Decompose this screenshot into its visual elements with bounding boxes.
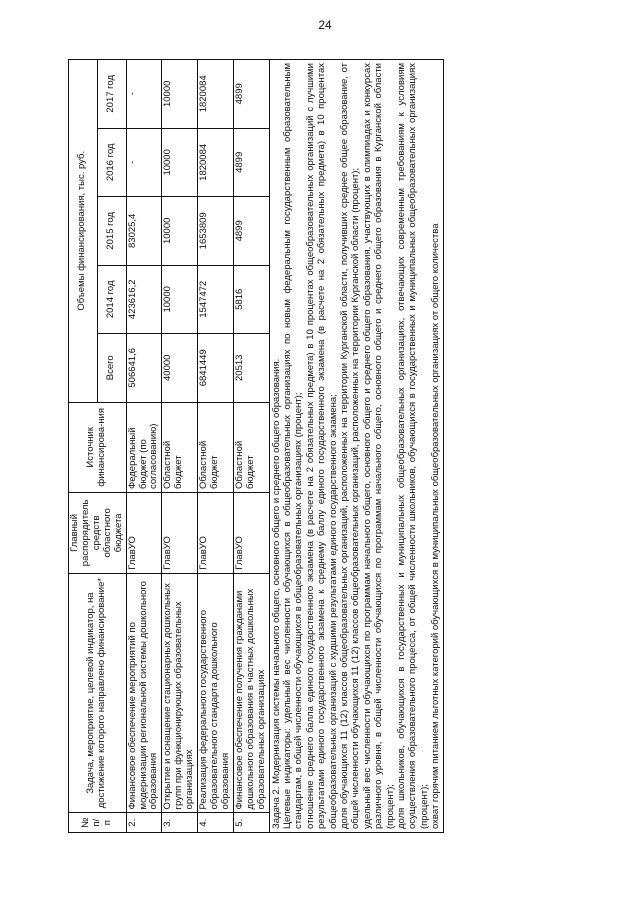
row-2015: 4899	[233, 197, 269, 265]
row-source: Областной бюджет	[233, 402, 269, 493]
row-2014: 423616,2	[126, 265, 162, 333]
indicator-paragraph: доля обучающихся 11 (12) классов общеобразовательных организаций, расположенных на территории Курганской области, получивших среднее общее образование, от общей численности обучающихся 11 (12) классов общеобразовательных организаций, расположенных на территории Курганской области (процент);	[339, 63, 362, 829]
row-2016: 4899	[233, 128, 269, 196]
rotated-page-content	[68, 59, 587, 833]
table-row	[126, 60, 162, 833]
row-2017: 1820084	[198, 60, 234, 129]
row-task: Финансовое обеспечение мероприятий по модернизации региональной системы дошкольного образования	[126, 573, 162, 813]
row-source: Федеральный бюджет (по согласованию)	[126, 402, 162, 493]
row-source: Областной бюджет	[162, 402, 198, 493]
indicator-paragraph: охват горячим питанием льготных категорий обучающихся в муниципальных общеобразовательных организациях от общего количества	[430, 223, 442, 829]
row-manager: ГлавУО	[233, 493, 269, 574]
row-2016: 1820084	[198, 128, 234, 196]
row-source: Областной бюджет	[198, 402, 234, 493]
row-2017: 10000	[162, 60, 198, 129]
row-total: 6841449	[198, 334, 234, 402]
task-2-section	[270, 59, 444, 833]
header-2016: 2016 год	[97, 128, 126, 196]
indicator-paragraph: доля школьников, обучающихся в государственных и муниципальных общеобразовательных организациях, отвечающих современным требованиям к условиям осуществления образовательного процесса, от общей численности школьников, обучающихся в государственных и муниципальных общеобразовательных организациях (процент);	[395, 63, 430, 829]
row-num: 4.	[198, 813, 234, 833]
row-total: 506641,6	[126, 334, 162, 402]
indicator-paragraph: удельный вес численности обучающихся по программам начального общего, основного общего и среднего общего образования, участвующих в олимпиадах и конкурсах различного уровня, в общей численности обучающихся по программам начального общего, основного общего и среднего общего образования в Курганской области (процент);	[361, 63, 396, 829]
row-2015: 83025,4	[126, 197, 162, 265]
header-2014: 2014 год	[97, 265, 126, 333]
page-number: 24	[318, 18, 332, 32]
table-row	[198, 60, 234, 833]
row-manager: ГлавУО	[198, 493, 234, 574]
row-num: 3.	[162, 813, 198, 833]
header-manager: Главный распорядитель средств областного бюджета	[69, 493, 127, 574]
row-2015: 1653809	[198, 197, 234, 265]
row-2017: -	[126, 60, 162, 129]
financing-table	[68, 59, 270, 833]
task-2-heading: Задача 2. Модернизация системы начального общего, основного общего и среднего общего образования.	[270, 358, 282, 829]
header-num: № п/п	[69, 813, 127, 833]
header-row-1	[69, 60, 98, 833]
row-2017: 4899	[233, 60, 269, 129]
row-total: 20513	[233, 334, 269, 402]
header-2015: 2015 год	[97, 197, 126, 265]
indicator-paragraph: отношение среднего балла единого государственного экзамена (в расчете на 2 обязательных предмета) в 10 процентах общеобразовательных организаций с лучшими результатами единого государственного экзамена к среднему баллу единого государственного экзамена (в расчете на 2 обязательных предмета) в 10 процентах общеобразовательных организаций с худшими результатами единого государственного экзамена;	[304, 63, 339, 829]
row-num: 5.	[233, 813, 269, 833]
row-task: Открытие и оснащение стационарных дошкольных групп при функционирующих образовательных организациях	[162, 573, 198, 813]
header-source: Источник финансирова-ния	[69, 402, 127, 493]
row-2016: 10000	[162, 128, 198, 196]
row-2015: 10000	[162, 197, 198, 265]
row-total: 40000	[162, 334, 198, 402]
header-2017: 2017 год	[97, 60, 126, 129]
row-task: Финансовое обеспечение получения гражданами дошкольного образования в частных дошкольных образовательных организациях	[233, 573, 269, 813]
indicator-paragraph: Целевые индикаторы: удельный вес численности обучающихся в общеобразовательных организациях по новым федеральным государственным образовательным стандартам, в общей численности обучающихся в общеобразовательных организациях (процент);	[282, 63, 305, 829]
row-2014: 1547472	[198, 265, 234, 333]
row-manager: ГлавУО	[162, 493, 198, 574]
table-row	[233, 60, 269, 833]
row-2014: 5816	[233, 265, 269, 333]
row-2016: -	[126, 128, 162, 196]
header-total: Всего	[97, 334, 126, 402]
row-num: 2.	[126, 813, 162, 833]
row-2014: 10000	[162, 265, 198, 333]
row-task: Реализация федерального государственного образовательного стандарта дошкольного образования	[198, 573, 234, 813]
header-task: Задача, мероприятие, целевой индикатор, на достижение которого направлено финансирование*	[69, 573, 127, 813]
table-row	[162, 60, 198, 833]
header-volumes: Объемы финансирования, тыс. руб.	[69, 60, 98, 403]
row-manager: ГлавУО	[126, 493, 162, 574]
